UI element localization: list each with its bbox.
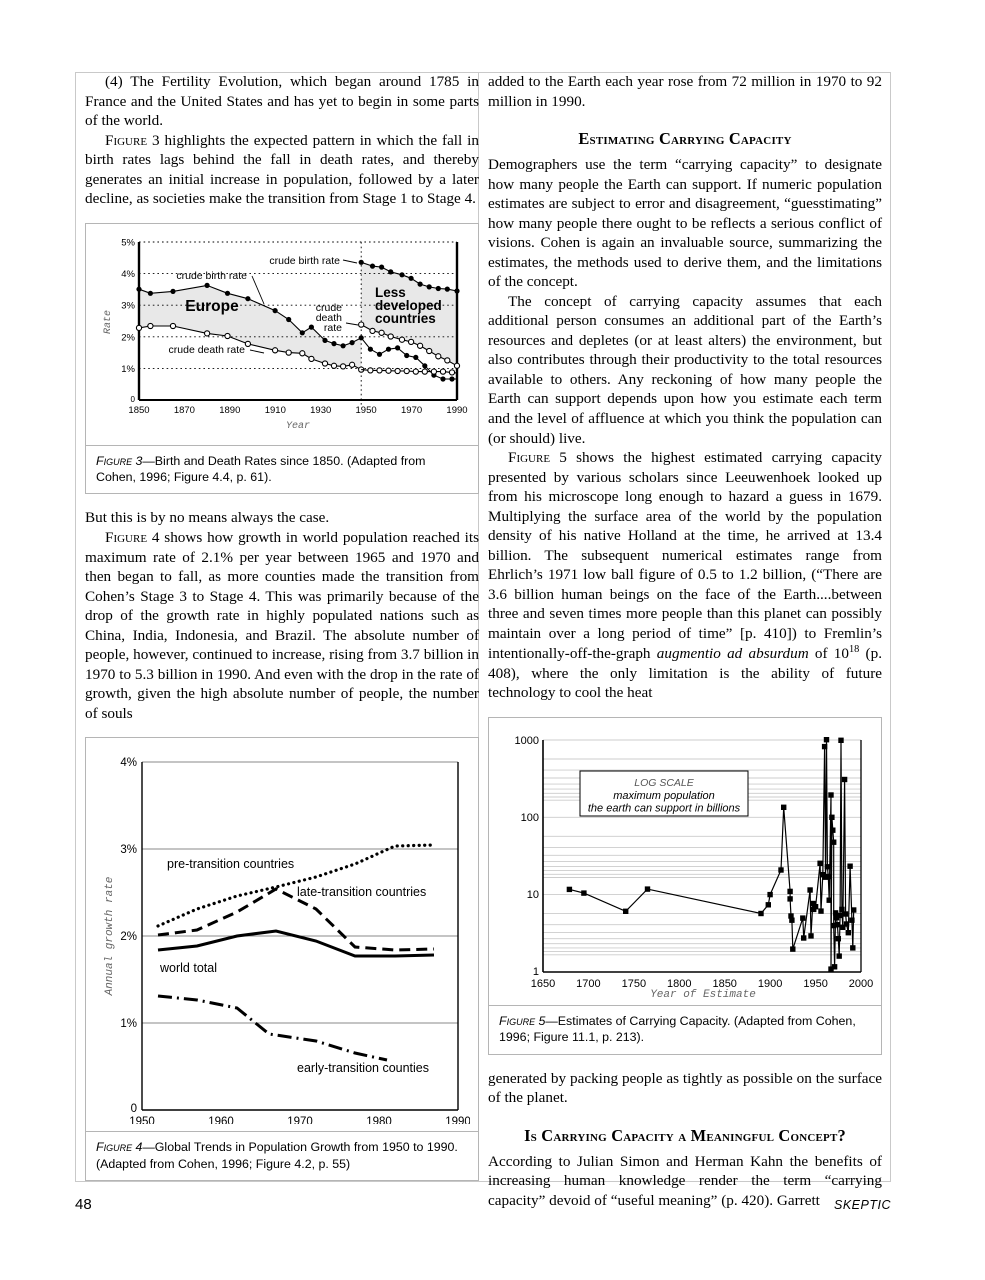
figure-4-label-pre-transition: pre-transition countries	[167, 857, 295, 872]
figure-5-legend-line-1: LOG SCALE	[634, 777, 694, 789]
figure-5-legend-box	[580, 771, 748, 816]
figure-4-label-late-transition: late-transition countries	[297, 885, 427, 900]
figure-3-caption	[86, 445, 478, 494]
svg-text:1990: 1990	[445, 1116, 470, 1125]
svg-text:0: 0	[130, 394, 135, 404]
figure-3-svg	[92, 232, 470, 438]
right-paragraph-6: According to Julian Simon and Herman Kahn the benefits of increasing human knowledge render the term “carrying capacity” devoid of “useful meaning” (p. 420). Garrett	[488, 1152, 882, 1209]
svg-text:1700: 1700	[576, 978, 601, 990]
figure-3-x-axis-label: Year	[285, 420, 311, 432]
svg-text:1960: 1960	[208, 1116, 234, 1125]
figure-3-y-axis-label: Rate	[103, 309, 114, 334]
right-paragraph-4-exponent: 18	[849, 644, 860, 656]
svg-text:1850: 1850	[128, 404, 150, 416]
figure-4-svg	[92, 746, 470, 1124]
svg-text:10: 10	[526, 889, 539, 901]
figure-3-caption-label: Figure 3	[96, 453, 143, 468]
figure-4-box	[85, 737, 479, 1181]
figure-5-caption-label: Figure 5	[499, 1014, 546, 1028]
svg-text:1650: 1650	[530, 978, 556, 990]
svg-text:1990: 1990	[446, 404, 468, 416]
left-paragraph-1: (4) The Fertility Evolution, which began around 1785 in France and the United States and has yet to begin in some parts of the world.	[85, 73, 479, 130]
right-paragraph-2: Demographers use the term “carrying capacity” to designate how many people the Earth can support. If numeric population estimates are subject to error and disagreement, “guesstimating” how many people there ought to be reflects a serious conflict of visions. Cohen is again an invaluable source, summarizing the estimates, the methods used to derive them, and the limitations of the concept.	[488, 156, 882, 291]
figure-5-legend-line-3: the earth can support in billions	[587, 802, 741, 815]
svg-text:crude: crude	[315, 301, 342, 314]
figure-4-x-ticks	[129, 1116, 470, 1124]
svg-text:1930: 1930	[310, 404, 332, 416]
svg-text:rate: rate	[323, 321, 342, 334]
right-paragraph-5: generated by packing people as tightly as possible on the surface of the planet.	[488, 1069, 882, 1107]
figure-3-annotation-crude-birth-rate-europe: crude birth rate	[176, 269, 247, 282]
svg-text:1: 1	[532, 966, 539, 978]
figure-5-plot	[489, 718, 881, 1005]
svg-text:1950: 1950	[129, 1116, 155, 1125]
figure-3-plot	[86, 224, 478, 445]
svg-text:1%: 1%	[121, 363, 135, 375]
svg-text:0: 0	[130, 1103, 137, 1116]
svg-text:1850: 1850	[712, 978, 737, 990]
svg-text:3%: 3%	[121, 300, 135, 312]
svg-text:countries: countries	[375, 310, 436, 326]
figure-5-box	[488, 717, 882, 1055]
figure-3-x-ticks	[128, 405, 467, 416]
svg-text:4%: 4%	[121, 268, 135, 280]
svg-text:4%: 4%	[120, 757, 137, 770]
right-paragraph-4	[488, 448, 882, 703]
svg-text:2%: 2%	[121, 332, 135, 344]
svg-text:1890: 1890	[219, 404, 241, 416]
right-column	[488, 72, 882, 1210]
figure-5-x-axis-label: Year of Estimate	[650, 989, 756, 998]
figure-3-annotation-crude-death-rate-europe: crude death rate	[168, 343, 245, 356]
left-paragraph-4	[85, 528, 479, 723]
section-heading-estimating-carrying-capacity: Estimating Carrying Capacity	[578, 129, 792, 149]
figure-4-caption-label: Figure 4	[96, 1140, 143, 1155]
svg-text:3%: 3%	[120, 844, 137, 857]
svg-text:5%: 5%	[121, 237, 135, 249]
figure-3-annotation-europe: Europe	[185, 297, 239, 315]
svg-text:1750: 1750	[621, 978, 647, 990]
svg-text:Less: Less	[375, 284, 406, 300]
right-paragraph-4-b: of 10	[808, 645, 849, 663]
section-heading-is-carrying-capacity-meaningful: Is Carrying Capacity a Meaningful Concept?	[524, 1125, 846, 1145]
left-column	[85, 72, 479, 1195]
figure-4-y-axis-label: Annual growth rate	[104, 876, 116, 996]
figure-4-plot	[86, 738, 478, 1131]
figure-ref-3: Figure	[105, 131, 148, 149]
figure-5-caption	[489, 1005, 881, 1054]
figure-4-caption-text: —Global Trends in Population Growth from 1950 to 1990. (Adapted from Cohen, 1996; Figure 4.2, p. 55)	[96, 1140, 458, 1171]
svg-text:1910: 1910	[264, 404, 286, 416]
figure-5-svg	[495, 726, 873, 998]
figure-5-y-ticks	[515, 735, 539, 978]
figure-3-annotation-crude-death-rate-ldc	[316, 302, 342, 334]
figure-4-y-ticks	[120, 757, 137, 1115]
svg-text:1950: 1950	[803, 978, 828, 990]
svg-text:1000: 1000	[514, 735, 539, 747]
svg-text:1870: 1870	[173, 404, 195, 416]
svg-text:1970: 1970	[401, 404, 423, 416]
page-footer	[75, 1196, 891, 1213]
figure-4-label-world-total: world total	[160, 961, 217, 976]
journal-name: SKEPTIC	[834, 1198, 891, 1212]
figure-5-caption-text: —Estimates of Carrying Capacity. (Adapted from Cohen, 1996; Figure 11.1, p. 213).	[499, 1014, 856, 1045]
left-paragraph-3: But this is by no means always the case.	[85, 509, 330, 527]
right-paragraph-4-c: (p. 408), where the only limitation is the ability of future technology to cool the heat	[488, 645, 883, 702]
svg-text:2%: 2%	[120, 931, 137, 944]
svg-text:developed: developed	[375, 297, 442, 313]
svg-text:1%: 1%	[120, 1018, 137, 1031]
figure-ref-5: Figure	[508, 449, 551, 467]
svg-text:1980: 1980	[366, 1116, 392, 1125]
left-paragraph-2-body: 3 highlights the expected pattern in which the fall in birth rates lags behind the fall in death rates, and thereby generates an initial increase in population, followed by a later decline, as societies make the transition from Stage 1 to Stage 4.	[85, 131, 479, 208]
svg-text:100: 100	[520, 812, 539, 824]
figure-4-world-total-line	[158, 931, 434, 956]
svg-text:1950: 1950	[355, 404, 377, 416]
figure-3-caption-text: —Birth and Death Rates since 1850. (Adapted from Cohen, 1996; Figure 4.4, p. 61).	[96, 453, 426, 485]
left-paragraph-4-body: 4 shows how growth in world population reached its maximum rate of 2.1% per year between 1965 and 1970 and then began to fall, as more counties made the transition from Cohen’s Stage 3 to Stage 4. This was primarily because of the drop of the growth rate in highly populated nations such as China, India, Indonesia, and Brazil. The absolute number of people, however, continued to increase, rising from 3.7 billion in 1970 to 5.3 billion in 1990. And even with the drop in the rate of growth, given the high absolute number of people, the number of souls	[85, 529, 479, 722]
figure-ref-4: Figure	[105, 529, 148, 546]
figure-3-y-ticks	[121, 237, 135, 404]
figure-5-legend-line-2: maximum population	[613, 790, 715, 802]
svg-text:2000: 2000	[848, 978, 873, 990]
svg-text:1970: 1970	[287, 1116, 313, 1125]
right-paragraph-1: added to the Earth each year rose from 72 million in 1970 to 92 million in 1990.	[488, 73, 882, 110]
svg-text:1800: 1800	[667, 978, 692, 990]
svg-text:death: death	[315, 311, 342, 324]
figure-4-label-early-transition: early-transition counties	[297, 1061, 430, 1076]
right-paragraph-4-a: 5 shows the highest estimated carrying capacity presented by various scholars since Leeuwenhoek looked up from his microscope long enough to hazard a guess in 1679. Multiplying the surface area of the world by the population density of his native Holland at the time, he arrived at 13.4 billion. The subsequent numerical estimates range from Ehrlich’s 1971 low ball figure of 0.5 to 1.2 billion, (“There are 3.6 billion human beings on the face of the Earth....between three and seven times more people than this planet can possibly maintain over a long period of time” [p. 410]) to Fremlin’s intentionally-off-the-graph	[488, 449, 882, 663]
figure-3-annotation-crude-birth-rate-ldc: crude birth rate	[269, 254, 340, 267]
left-paragraph-2	[85, 131, 479, 209]
svg-text:1900: 1900	[757, 978, 783, 990]
figure-4-early-transition-line	[158, 996, 387, 1060]
right-paragraph-4-italic: augmentio ad absurdum	[656, 645, 809, 663]
page-number: 48	[75, 1196, 92, 1213]
right-paragraph-3: The concept of carrying capacity assumes that each additional person consumes an additional part of the Earth’s resources and depletes (or at least alters) the environment, but also contributes through their productivity to the total resources available to others. Any reckoning of how many people the Earth can support depends upon how you estimate each term and the level of affluence at which you think the population can (or should) live.	[488, 292, 882, 447]
figure-4-caption	[86, 1131, 478, 1180]
figure-3-box	[85, 223, 479, 495]
